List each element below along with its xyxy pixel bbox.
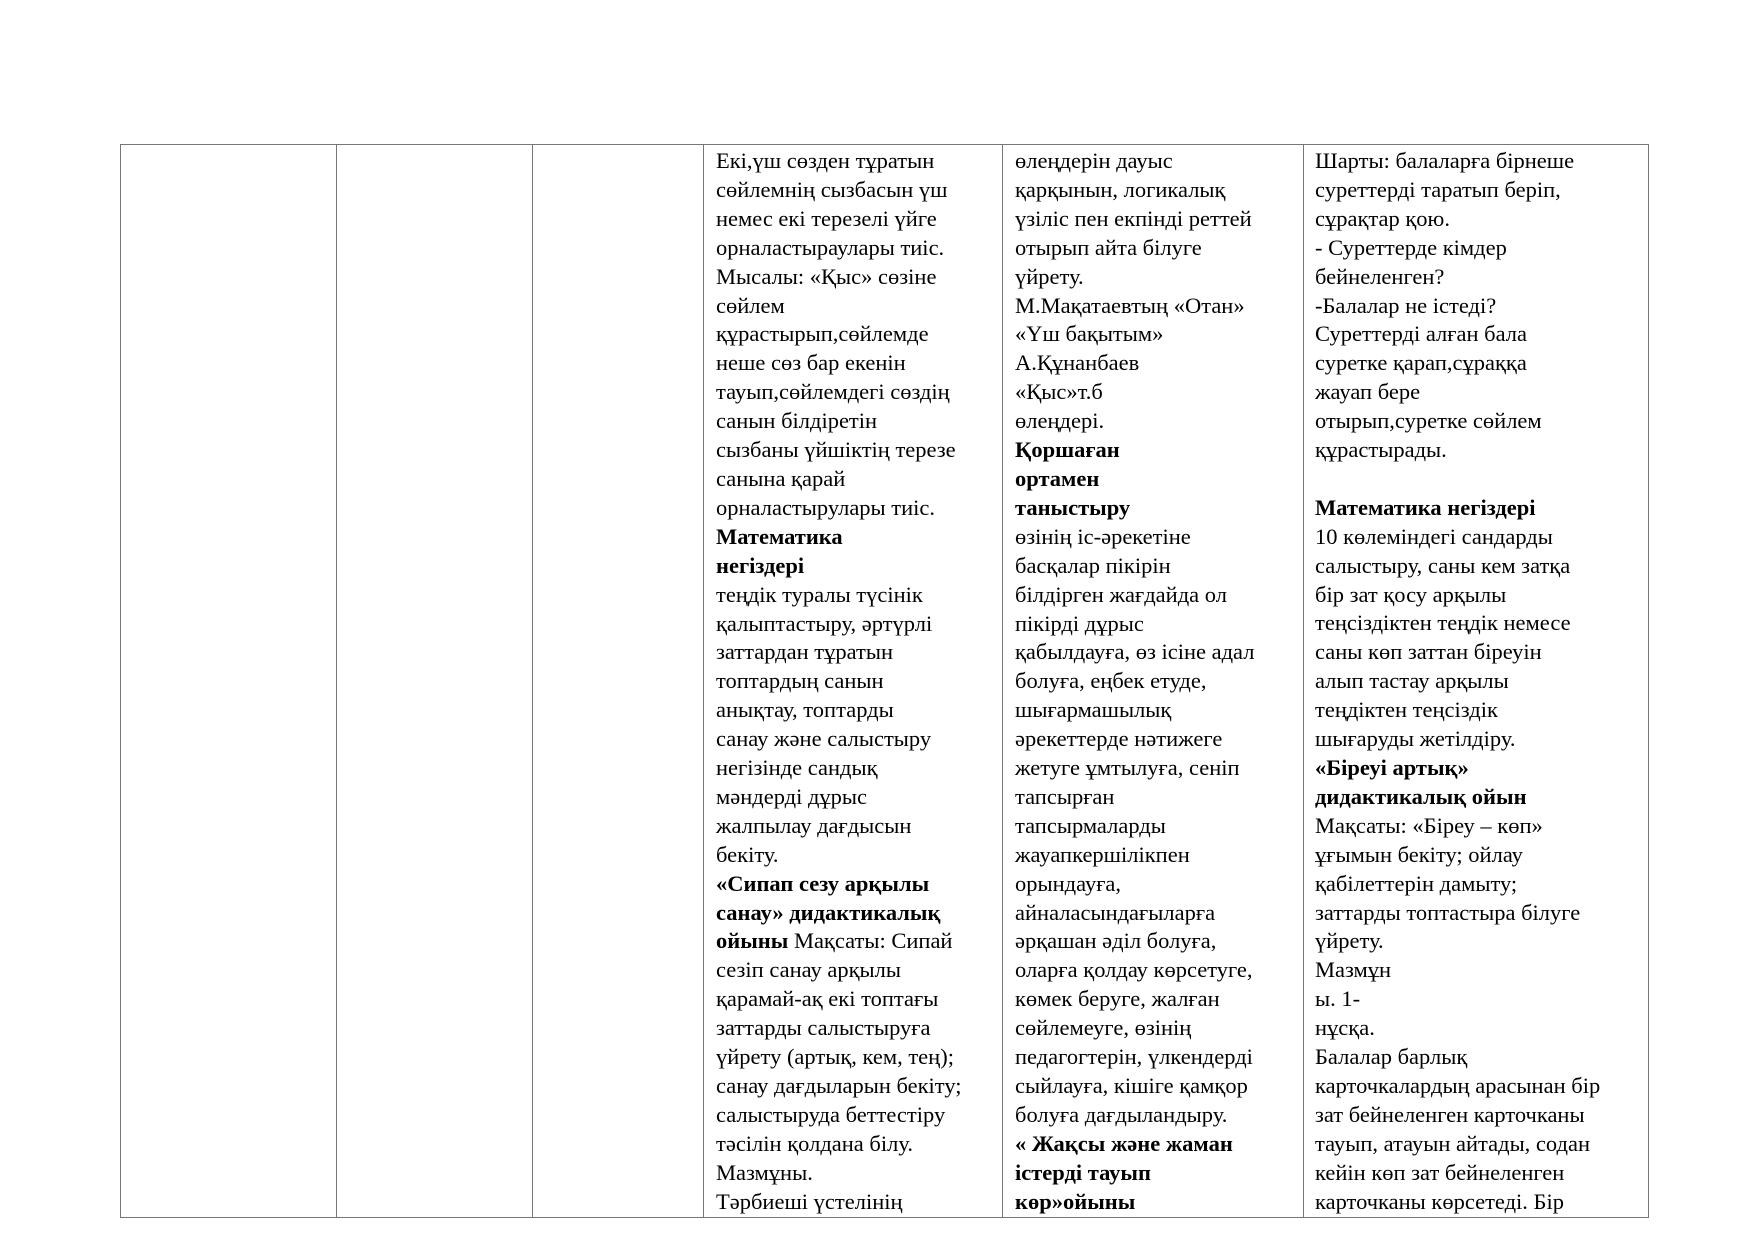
text-line [716,320,1002,349]
text-line [1015,1188,1303,1217]
text-run: салыстыру, саны кем затқа [1315,552,1571,578]
text-cell-6 [1304,145,1649,1218]
text-line [1315,147,1648,176]
text-run: сөйлемнің сызбасын үш [716,176,948,202]
text-run: шығаруды жетілдіру. [1315,726,1516,752]
text-line [1015,176,1303,205]
text-line [716,581,1002,610]
text-line [1315,234,1648,263]
text-line [1315,378,1648,407]
text-line [716,610,1002,639]
text-run: 10 көлеміндегі сандарды [1315,523,1553,549]
text-line [1315,1014,1648,1043]
text-run: жалпылау дағдысын [716,812,912,838]
text-run: нұсқа. [1315,1015,1375,1041]
text-run: орналастырулары тиіс. [716,494,936,520]
text-run: оларға қолдау көрсетуге, [1015,957,1253,983]
bold-text-run: істерді тауып [1015,1159,1151,1185]
text-run: Мақсаты: «Біреу – көп» [1315,812,1543,838]
text-line [716,292,1002,321]
bold-text-run: «Сипап сезу арқылы [716,870,930,896]
text-line [716,754,1002,783]
text-line [1015,407,1303,436]
text-line [716,667,1002,696]
text-line [1315,581,1648,610]
text-line [716,870,1002,899]
text-line [1315,1188,1648,1217]
text-run: ұғымын бекіту; ойлау [1315,841,1523,867]
text-line [1015,899,1303,928]
table-row [121,145,1649,1218]
text-line [716,349,1002,378]
text-line [1315,320,1648,349]
text-line [1015,494,1303,523]
text-run: А.Құнанбаев [1015,350,1140,376]
text-run: М.Мақатаевтың «Отан» [1015,292,1245,318]
text-run: жауап бере [1315,379,1421,405]
text-line [1015,956,1303,985]
text-line [1315,783,1648,812]
text-run: заттарды салыстыруға [716,1015,931,1041]
text-run: зат бейнеленген карточканы [1315,1101,1585,1127]
text-run: Мазмұн [1315,957,1392,983]
text-run: суретке қарап,сұраққа [1315,350,1527,376]
text-run: санына қарай [716,465,846,491]
text-run: педагогтерін, үлкендерді [1015,1044,1253,1070]
text-run: әрқашан әділ болуға, [1015,928,1217,954]
bold-text-run: «Біреуі артық» [1315,755,1469,781]
text-line [1015,292,1303,321]
cell-4-content [704,145,1002,1217]
bold-text-run: ортамен [1015,465,1100,491]
text-run: карточкалардың арасынан бір [1315,1072,1601,1098]
text-run: отырып,суретке сөйлем [1315,408,1542,434]
text-line [716,205,1002,234]
text-line [716,725,1002,754]
text-line [716,147,1002,176]
text-run: жетуге ұмтылуға, сеніп [1015,755,1240,781]
bold-text-run: Математика негіздері [1315,494,1536,520]
text-line [716,552,1002,581]
text-cell-5 [1003,145,1304,1218]
text-run: кейін көп зат бейнеленген [1315,1159,1565,1185]
text-line [716,436,1002,465]
bold-text-run: санау» дидактикалық [716,899,941,925]
text-run: анықтау, топтарды [716,697,894,723]
text-line [1015,552,1303,581]
empty-cell-3 [533,145,704,1218]
text-line [1015,320,1303,349]
text-run: айналасындағыларға [1015,899,1216,925]
text-run: өзінің іс-әрекетіне [1015,523,1191,549]
text-run: сұрақтар қою. [1315,205,1450,231]
text-run: ы. 1- [1315,986,1361,1012]
text-run: өлеңдері. [1015,408,1105,434]
text-line [1315,956,1648,985]
text-run: Шарты: балаларға бірнеше [1315,148,1575,173]
text-line [1015,1072,1303,1101]
text-line [1315,1159,1648,1188]
text-run: санау дағдыларын бекіту; [716,1073,962,1098]
text-run: суреттерді таратып беріп, [1315,176,1561,202]
text-run: неше сөз бар екенін [716,350,906,376]
text-run: құрастырады. [1315,437,1447,463]
text-line [1315,205,1648,234]
text-run: тапсырған [1015,783,1115,809]
text-line [716,638,1002,667]
bold-text-run: негіздері [716,552,805,578]
text-line [1315,638,1648,667]
text-line [1015,378,1303,407]
text-line [1315,1101,1648,1130]
text-run: саны көп заттан біреуін [1315,639,1542,665]
text-run: қабілеттерін дамыту; [1315,870,1518,896]
text-run: бейнеленген? [1315,263,1445,289]
text-run: шығармашылық [1015,697,1172,723]
text-line [1015,1043,1303,1072]
text-run: болуға, еңбек етуде, [1015,668,1207,694]
text-line [716,899,1002,928]
text-line [716,263,1002,292]
text-line [1015,581,1303,610]
text-run: үйрету. [1015,263,1084,289]
text-line [1315,407,1648,436]
text-line [1315,263,1648,292]
text-line [716,985,1002,1014]
text-line [716,812,1002,841]
text-line [716,1101,1002,1130]
text-run: немес екі терезелі үйге [716,205,937,231]
text-run: Балалар барлық [1315,1044,1468,1070]
text-run: пікірді дұрыс [1015,610,1144,636]
text-run: салыстыруда беттестіру [716,1101,946,1127]
text-line [1315,436,1648,465]
text-line [716,494,1002,523]
text-run: отырып айта білуге [1015,234,1202,260]
text-run: тәсілін қолдана білу. [716,1130,913,1156]
bold-text-run: Математика [716,523,843,549]
text-run: - Суреттерде кімдер [1315,234,1507,260]
text-line [1015,1014,1303,1043]
text-line [1315,465,1648,494]
text-line [1015,436,1303,465]
text-line [1315,609,1648,638]
cell-6-content [1304,145,1648,1217]
text-line [716,234,1002,263]
text-run: Суреттерді алған бала [1315,321,1528,347]
text-line [1015,783,1303,812]
text-line [716,696,1002,725]
text-line [716,1159,1002,1188]
text-run: болуға дағдыландыру. [1015,1101,1228,1127]
text-line [1015,263,1303,292]
text-run: «Үш бақытым» [1015,321,1164,347]
text-line [716,956,1002,985]
bold-text-run: « Жақсы және жаман [1015,1130,1233,1156]
text-line [1315,667,1648,696]
text-line [1315,1130,1648,1159]
text-line [716,1188,1002,1217]
text-line [1315,552,1648,581]
text-line [1315,292,1648,321]
text-run: қарқынын, логикалық [1015,176,1226,202]
text-line [1015,234,1303,263]
text-line [716,378,1002,407]
text-run: көмек беруге, жалған [1015,986,1220,1012]
text-run: сезіп санау арқылы [716,957,901,983]
text-run: үйрету. [1315,928,1384,954]
bold-text-run: көр»ойыны [1015,1188,1136,1214]
text-line [1015,1101,1303,1130]
text-line [1315,1072,1648,1101]
text-line [1315,927,1648,956]
text-line [716,1072,1002,1101]
text-run: Тәрбиеші үстелінің [716,1188,903,1214]
text-line [1315,754,1648,783]
text-run: орындауға, [1015,870,1122,896]
text-run: тауып, атауын айтады, содан [1315,1130,1590,1156]
text-line [716,1130,1002,1159]
text-run: Мақсаты: Сипай [788,928,953,954]
text-line [1015,667,1303,696]
text-line [1015,147,1303,176]
text-line [1015,205,1303,234]
text-line [1015,1159,1303,1188]
text-line [1015,927,1303,956]
bold-text-run: Қоршаған [1015,437,1120,463]
text-run: үйрету (артық, кем, тең); [716,1044,954,1070]
text-line [1315,494,1648,523]
text-line [1015,754,1303,783]
text-line [1015,638,1303,667]
text-run: Мысалы: «Қыс» сөзіне [716,263,937,289]
text-line [1015,985,1303,1014]
text-line [1315,1043,1648,1072]
text-cell-4 [704,145,1003,1218]
text-line [716,1043,1002,1072]
text-run: «Қыс»т.б [1015,379,1103,405]
text-line [716,465,1002,494]
text-run: сөйлем [716,292,785,318]
text-run: білдірген жағдайда ол [1015,581,1227,607]
text-run: мәндерді дұрыс [716,783,868,809]
text-run: карточканы көрсетеді. Бір [1315,1188,1564,1214]
text-line [1015,610,1303,639]
text-line [716,1014,1002,1043]
text-run: негізінде сандық [716,755,878,781]
text-run: жауапкершілікпен [1015,841,1190,867]
text-run: сыйлауға, кішіге қамқор [1015,1073,1248,1098]
text-run: сызбаны үйшіктің терезе [716,437,956,463]
text-run: әрекеттерде нәтижеге [1015,726,1223,752]
bold-text-run: дидактикалық ойын [1315,783,1527,809]
text-run: бекіту. [716,841,779,867]
text-run: заттарды топтастыра білуге [1315,899,1581,925]
text-run: бір зат қосу арқылы [1315,581,1507,607]
text-run: тапсырмаларды [1015,812,1166,838]
text-line [1315,899,1648,928]
text-run: теңдік туралы түсінік [716,581,923,607]
text-line [1015,696,1303,725]
text-line [1315,985,1648,1014]
text-run: санау және салыстыру [716,726,932,752]
bold-text-run: таныстыру [1015,494,1131,520]
lesson-plan-table [120,144,1649,1218]
text-line [1315,176,1648,205]
empty-cell-2 [337,145,533,1218]
text-line [716,841,1002,870]
text-line [1315,725,1648,754]
cell-5-content [1003,145,1303,1217]
text-line [1015,812,1303,841]
text-run: үзіліс пен екпінді реттей [1015,205,1252,231]
text-run: қалыптастыру, әртүрлі [716,610,933,636]
text-run: өлеңдерін дауыс [1015,148,1173,173]
text-line [1015,523,1303,552]
bold-text-run: ойыны [716,928,789,954]
text-run: санын білдіретін [716,408,878,434]
text-run: теңсіздіктен теңдік немесе [1315,610,1571,636]
text-line [1315,523,1648,552]
text-run: топтардың санын [716,668,884,694]
text-run: басқалар пікірін [1015,552,1171,578]
text-run: теңдіктен теңсіздік [1315,697,1498,723]
text-line [716,407,1002,436]
text-line [716,783,1002,812]
text-line [1015,349,1303,378]
text-run: орналастыраулары тиіс. [716,234,945,260]
text-run: сөйлемеуге, өзінің [1015,1015,1192,1041]
text-line [1315,812,1648,841]
text-run: -Балалар не істеді? [1315,292,1497,318]
text-line [1315,841,1648,870]
text-line [1015,725,1303,754]
text-run: Мазмұны. [716,1159,813,1185]
text-line [1315,870,1648,899]
text-run: Екі,үш сөзден тұратын [716,148,935,173]
text-run: алып тастау арқылы [1315,668,1509,694]
text-line [1015,870,1303,899]
empty-cell-1 [121,145,337,1218]
text-run: заттардан тұратын [716,639,894,665]
text-run: қабылдауға, өз ісіне адал [1015,639,1255,665]
text-line [716,176,1002,205]
text-run: тауып,сөйлемдегі сөздің [716,379,950,405]
text-line [716,927,1002,956]
text-line [1015,1130,1303,1159]
text-line [1015,841,1303,870]
text-line [716,523,1002,552]
text-run: қарамай-ақ екі топтағы [716,986,939,1012]
text-line [1315,349,1648,378]
text-line [1315,696,1648,725]
text-line [1015,465,1303,494]
text-run: құрастырып,сөйлемде [716,321,929,347]
